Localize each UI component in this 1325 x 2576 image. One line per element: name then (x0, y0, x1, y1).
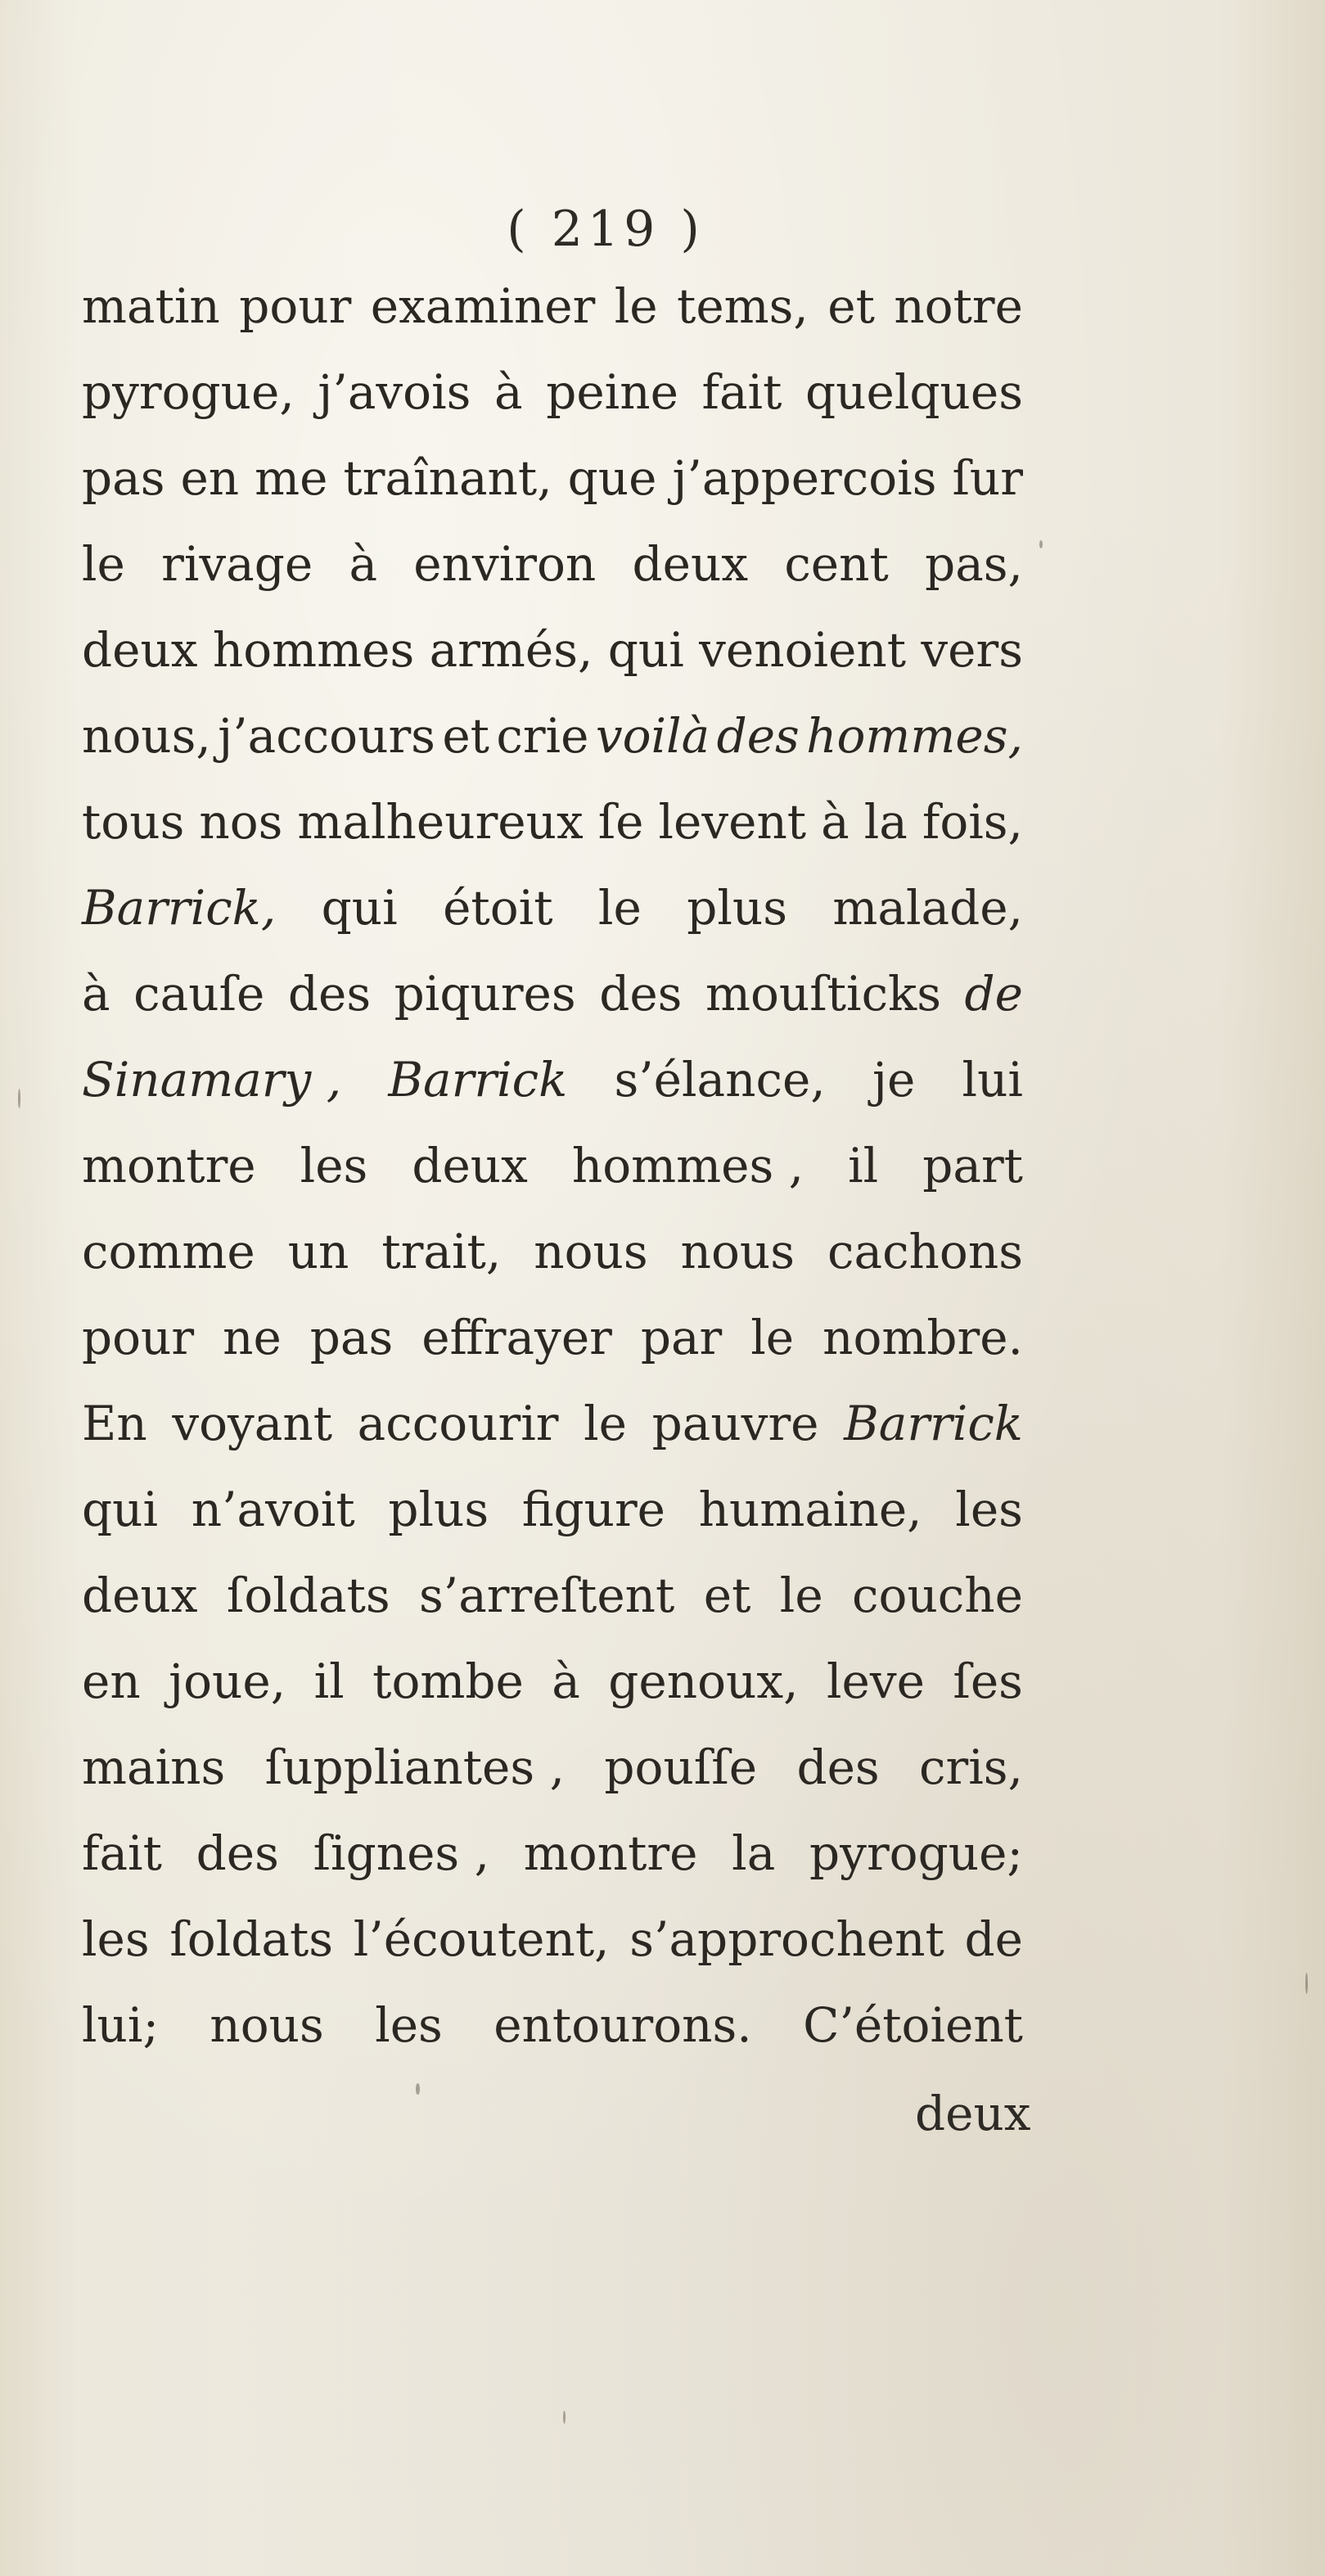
word: accourir (357, 1396, 559, 1451)
text-line (82, 951, 1023, 1037)
word: et (827, 278, 875, 334)
word: cachons (827, 1224, 1023, 1279)
text-line (82, 1209, 1023, 1295)
word: fait (701, 364, 782, 420)
word: qui (607, 622, 684, 678)
word: Barrick (844, 1396, 1023, 1451)
word: Barrick (388, 1052, 568, 1108)
word: mains (82, 1739, 226, 1795)
text-line (82, 1037, 1023, 1123)
text-line (82, 1381, 1023, 1467)
word: à (552, 1653, 580, 1709)
word: les (82, 1911, 150, 1967)
word: tems, (677, 278, 809, 334)
text-line (82, 1983, 1023, 2068)
word: ſoldats (226, 1568, 390, 1623)
word: montre (523, 1825, 698, 1881)
word: malheureux (297, 794, 584, 850)
word: et (703, 1568, 751, 1623)
word: que (567, 450, 657, 506)
word: les (375, 1997, 443, 2053)
word: hommes , (571, 1138, 804, 1193)
word: piqures (394, 966, 576, 1022)
text-line (82, 607, 1023, 693)
word: de (964, 1911, 1023, 1967)
word: des (599, 966, 683, 1022)
word: j’appercois (672, 450, 937, 506)
word: tombe (372, 1653, 524, 1709)
word: tous (82, 794, 185, 850)
word: rivage (161, 536, 313, 592)
word: des (287, 966, 372, 1022)
word: en (180, 450, 240, 506)
word: les (300, 1138, 368, 1193)
word: le (82, 536, 125, 592)
word: comme (82, 1224, 255, 1279)
body-text (82, 264, 1023, 2068)
word: C’étoient (803, 1997, 1023, 2053)
word: levent (658, 794, 807, 850)
word: part (922, 1138, 1023, 1193)
word: pas (309, 1310, 394, 1365)
word: matin (82, 278, 220, 334)
word: leve (826, 1653, 925, 1709)
word: plus (687, 880, 787, 936)
word: nous (680, 1224, 795, 1279)
word: par (640, 1310, 723, 1365)
word: il (313, 1653, 345, 1709)
word: ſoldats (169, 1911, 334, 1967)
word: me (255, 450, 328, 506)
text-line (82, 264, 1023, 350)
word: la (863, 794, 908, 850)
word: nous (534, 1224, 648, 1279)
word: montre (82, 1138, 256, 1193)
word: armés, (429, 622, 593, 678)
word: n’avoit (191, 1482, 355, 1537)
word: Sinamary , (82, 1052, 342, 1108)
word: Barrick, (82, 880, 277, 936)
word: cauſe (133, 966, 265, 1022)
word: peine (546, 364, 678, 420)
word: traînant, (343, 450, 552, 506)
paper-speck (18, 1089, 20, 1108)
word: le (584, 1396, 627, 1451)
word: pauvre (651, 1396, 819, 1451)
word: ſur (952, 450, 1023, 506)
word: et (442, 708, 489, 764)
word: couche (852, 1568, 1023, 1623)
word: nous, (82, 708, 211, 764)
word: humaine, (698, 1482, 922, 1537)
word: pour (82, 1310, 195, 1365)
text-line (82, 865, 1023, 951)
text-line (82, 1295, 1023, 1381)
word: qui (321, 880, 398, 936)
word: lui; (82, 1997, 159, 2053)
word: j’avois (318, 364, 471, 420)
word: pouſſe (604, 1739, 758, 1795)
word: un (287, 1224, 349, 1279)
word: entourons. (493, 1997, 752, 2053)
word: à (82, 966, 110, 1022)
word: ne (223, 1310, 282, 1365)
word: nos (199, 794, 283, 850)
word: cent (784, 536, 889, 592)
text-line (82, 1811, 1023, 1897)
text-line (82, 350, 1023, 435)
word: nous (210, 1997, 324, 2053)
word: le (614, 278, 658, 334)
word: hommes (212, 622, 415, 678)
word: la (732, 1825, 776, 1881)
word: plus (388, 1482, 489, 1537)
word: étoit (443, 880, 553, 936)
word: voyant (172, 1396, 333, 1451)
word: notre (894, 278, 1023, 334)
word: trait, (381, 1224, 502, 1279)
paper-speck (563, 2411, 566, 2424)
word: mouſticks (705, 966, 941, 1022)
text-line (82, 435, 1023, 521)
paper-speck (1039, 540, 1043, 548)
word: j’accours (218, 708, 435, 764)
word: fait (82, 1825, 162, 1881)
text-line (82, 1553, 1023, 1639)
page-number: ( 219 ) (507, 201, 705, 258)
word: En (82, 1396, 147, 1451)
word: hommes, (806, 708, 1023, 764)
word: en (82, 1653, 141, 1709)
word: pour (239, 278, 352, 334)
word: genoux, (608, 1653, 799, 1709)
word: environ (413, 536, 597, 592)
word: malade, (832, 880, 1023, 936)
word: deux (632, 536, 749, 592)
word: s’arreſtent (419, 1568, 675, 1623)
word: lui (962, 1052, 1023, 1108)
word: il (848, 1138, 879, 1193)
word: à (494, 364, 523, 420)
word: à (349, 536, 378, 592)
word: ſe (597, 794, 644, 850)
word: le (597, 880, 642, 936)
word: ſes (953, 1653, 1023, 1709)
text-line (82, 1639, 1023, 1725)
catchword: deux (915, 2086, 1031, 2141)
word: ſuppliantes , (264, 1739, 566, 1795)
word: quelques (805, 364, 1023, 420)
word: crie (496, 708, 589, 764)
word: s’approchent (629, 1911, 944, 1967)
word: effrayer (421, 1310, 612, 1365)
word: joue, (169, 1653, 286, 1709)
text-line (82, 693, 1023, 779)
word: des (796, 1739, 880, 1795)
paper-speck (416, 2083, 420, 2095)
word: l’écoutent, (353, 1911, 610, 1967)
word: pyrogue; (809, 1825, 1023, 1881)
word: deux (82, 622, 198, 678)
word: le (750, 1310, 795, 1365)
word: voilà (595, 708, 710, 764)
word: le (779, 1568, 823, 1623)
text-line (82, 1897, 1023, 1983)
word: fois, (922, 794, 1023, 850)
text-line (82, 521, 1023, 607)
word: pas (82, 450, 165, 506)
text-line (82, 1123, 1023, 1209)
word: pyrogue, (82, 364, 295, 420)
paper-speck (1305, 1973, 1308, 1994)
word: ſignes , (313, 1825, 490, 1881)
text-line (82, 1725, 1023, 1811)
word: s’élance, (614, 1052, 826, 1108)
word: examiner (370, 278, 596, 334)
text-line (82, 779, 1023, 865)
word: vers (921, 622, 1023, 678)
text-line (82, 1467, 1023, 1553)
word: qui (82, 1482, 159, 1537)
word: cris, (919, 1739, 1023, 1795)
word: venoient (699, 622, 907, 678)
word: des (196, 1825, 279, 1881)
word: à (821, 794, 850, 850)
word: deux (82, 1568, 198, 1623)
word: les (955, 1482, 1023, 1537)
word: deux (412, 1138, 528, 1193)
word: pas, (925, 536, 1023, 592)
word: je (872, 1052, 916, 1108)
word: de (964, 966, 1023, 1022)
word: figure (521, 1482, 665, 1537)
word: des (716, 708, 800, 764)
word: nombre. (822, 1310, 1023, 1365)
